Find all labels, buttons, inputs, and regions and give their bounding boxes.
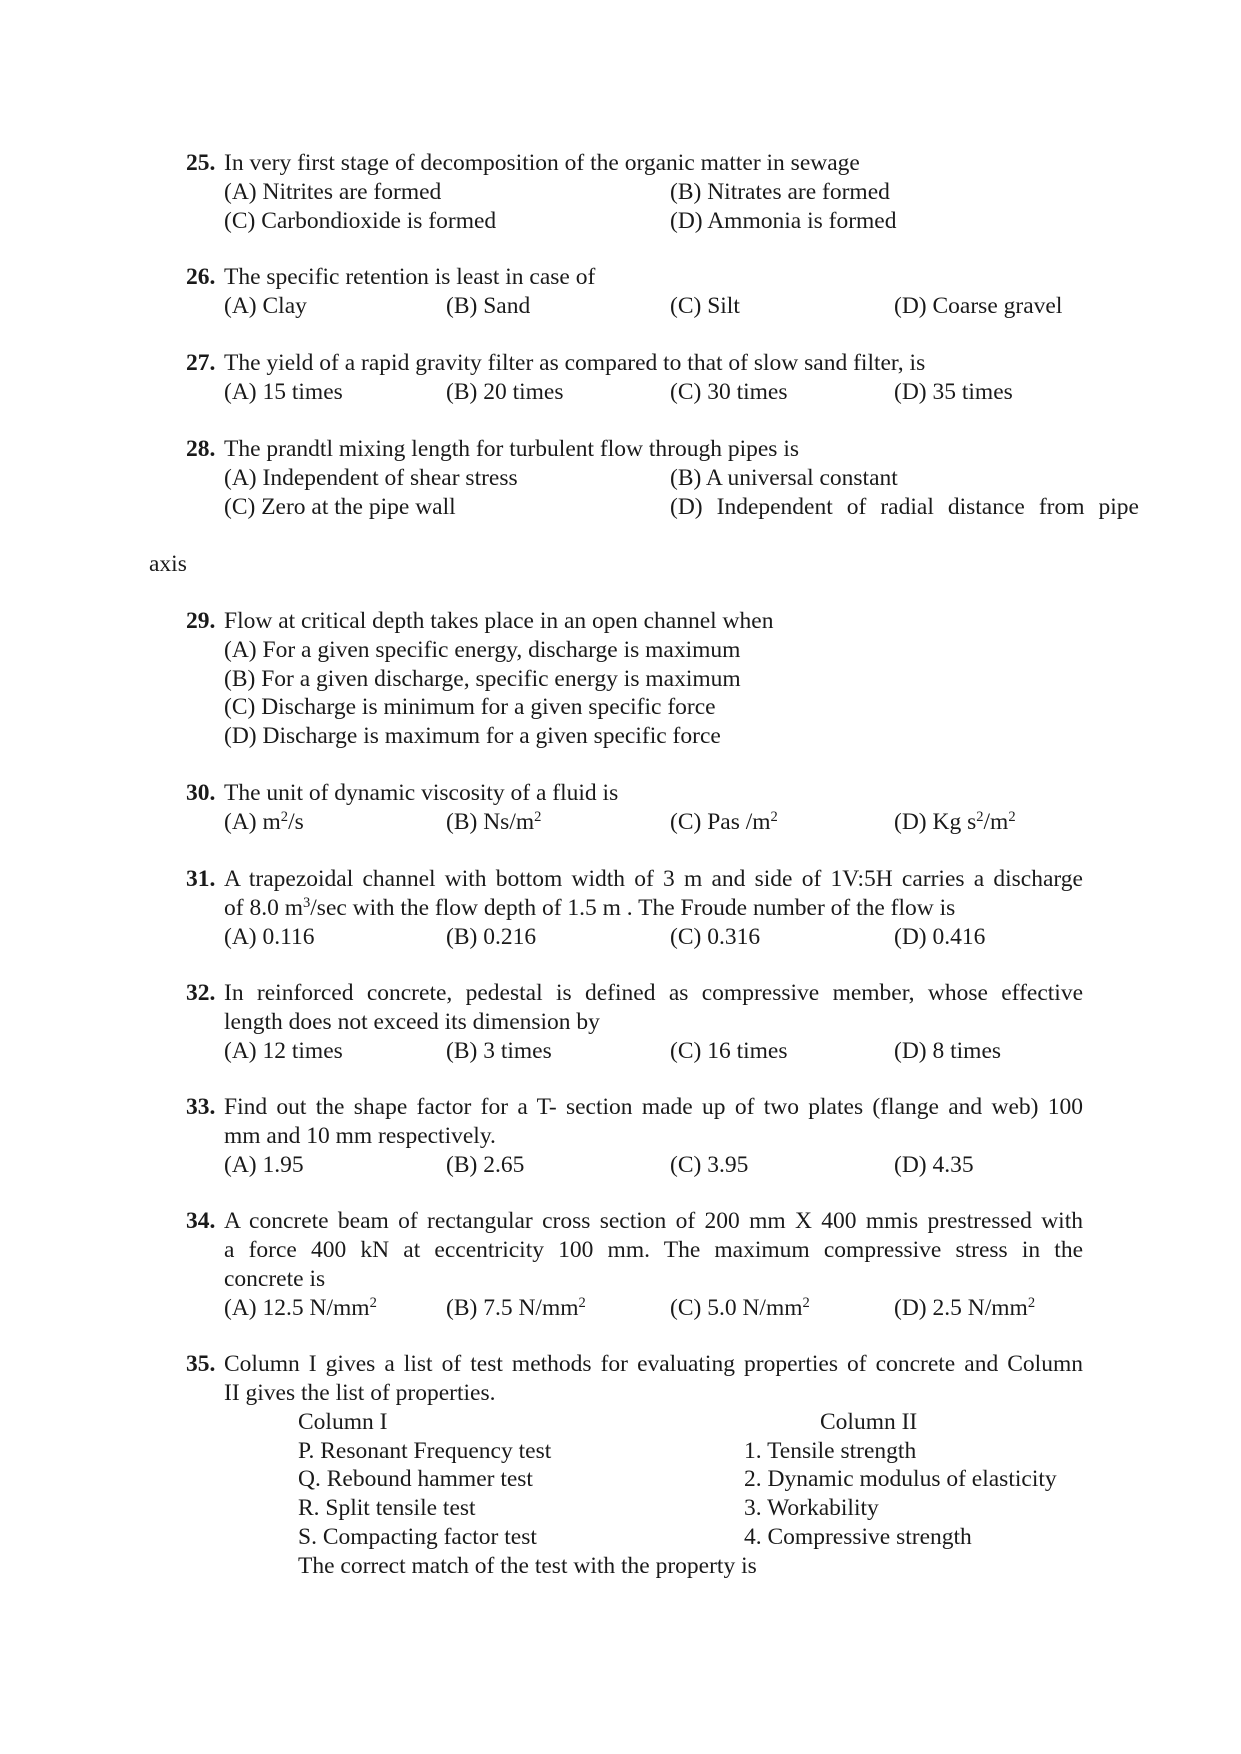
column-1-item: R. Split tensile test (298, 1495, 476, 1521)
question-32-number: 32. (186, 980, 216, 1006)
question-34-option-a: (A) 12.5 $N/mm^2$ (224, 1295, 377, 1321)
question-28-number: 28. (186, 436, 216, 462)
question-26-option-a: (A) Clay (224, 293, 307, 319)
question-30-option-a: (A) $m^2/s$ (224, 809, 304, 835)
question-28-option-d-continuation: axis (149, 551, 187, 577)
question-33-option-c: (C) 3.95 (670, 1152, 749, 1178)
question-26-option-b: (B) Sand (446, 293, 531, 319)
question-29-option-c: (C) Discharge is minimum for a given specific force (224, 694, 716, 720)
question-31-option-b: (B) 0.216 (446, 924, 537, 950)
question-29-number: 29. (186, 608, 216, 634)
question-28-option-a: (A) Independent of shear stress (224, 465, 518, 491)
question-34-option-b: (B) 7.5 $N/mm^2$ (446, 1295, 586, 1321)
question-31-text-line-2: of 8.0 $m^3/\sec$ with the flow depth of 1.5 m . The Froude number of the flow is (224, 895, 956, 921)
question-32-option-c: (C) 16 times (670, 1038, 788, 1064)
question-34-option-c: (C) 5.0 $N/mm^2$ (670, 1295, 810, 1321)
question-34-text-line-1: A concrete beam of rectangular cross section of 200 mm X 400 mmis prestressed with (224, 1208, 1083, 1234)
question-25-number: 25. (186, 150, 216, 176)
question-26-number: 26. (186, 264, 216, 290)
question-25-option-d: (D) Ammonia is formed (670, 208, 897, 234)
question-30-number: 30. (186, 780, 216, 806)
question-26-option-c: (C) Silt (670, 293, 740, 319)
column-2-item: 2. Dynamic modulus of elasticity (744, 1466, 1057, 1492)
question-26-text: The specific retention is least in case of (224, 264, 596, 290)
question-25-option-a: (A) Nitrites are formed (224, 179, 442, 205)
question-35-number: 35. (186, 1351, 216, 1377)
column-2-heading: Column II (820, 1409, 918, 1435)
question-33-option-d: (D) 4.35 (894, 1152, 974, 1178)
question-31-number: 31. (186, 866, 216, 892)
question-33-option-b: (B) 2.65 (446, 1152, 525, 1178)
question-35-text-line-2: II gives the list of properties. (224, 1380, 496, 1406)
question-28-option-d: (D) Independent of radial distance from pipe (670, 494, 1139, 520)
column-1-item: P. Resonant Frequency test (298, 1438, 552, 1464)
question-33-text-line-2: mm and 10 mm respectively. (224, 1123, 496, 1149)
question-32-text-line-1: In reinforced concrete, pedestal is defined as compressive member, whose effective (224, 980, 1083, 1006)
question-30-option-c: (C) Pas $/m^2$ (670, 809, 778, 835)
column-2-item: 1. Tensile strength (744, 1438, 917, 1464)
question-33-text-line-1: Find out the shape factor for a T- section made up of two plates (flange and web) 100 (224, 1094, 1083, 1120)
question-25-text: In very first stage of decomposition of the organic matter in sewage (224, 150, 860, 176)
question-25-option-b: (B) Nitrates are formed (670, 179, 890, 205)
question-25-option-c: (C) Carbondioxide is formed (224, 208, 497, 234)
question-34-text-line-3: concrete is (224, 1266, 326, 1292)
question-32-option-b: (B) 3 times (446, 1038, 552, 1064)
question-35-prompt: The correct match of the test with the property is (298, 1553, 757, 1579)
question-31-option-c: (C) 0.316 (670, 924, 761, 950)
question-28-option-b: (B) A universal constant (670, 465, 898, 491)
question-34-number: 34. (186, 1208, 216, 1234)
question-32-option-a: (A) 12 times (224, 1038, 343, 1064)
question-29-option-d: (D) Discharge is maximum for a given specific force (224, 723, 721, 749)
question-29-text: Flow at critical depth takes place in an open channel when (224, 608, 774, 634)
question-29-option-b: (B) For a given discharge, specific energy is maximum (224, 666, 741, 692)
question-34-text-line-2: a force 400 kN at eccentricity 100 mm. The maximum compressive stress in the (224, 1237, 1083, 1263)
question-30-text: The unit of dynamic viscosity of a fluid is (224, 780, 619, 806)
question-33-number: 33. (186, 1094, 216, 1120)
question-32-option-d: (D) 8 times (894, 1038, 1002, 1064)
question-35-text-line-1: Column I gives a list of test methods for evaluating properties of concrete and Column (224, 1351, 1083, 1377)
question-27-option-b: (B) 20 times (446, 379, 564, 405)
question-27-number: 27. (186, 350, 216, 376)
column-2-item: 3. Workability (744, 1495, 879, 1521)
column-1-heading: Column I (298, 1409, 388, 1435)
column-1-item: S. Compacting factor test (298, 1524, 537, 1550)
question-30-option-d: (D) Kg $s^2/m^2$ (894, 809, 1016, 835)
question-28-text: The prandtl mixing length for turbulent flow through pipes is (224, 436, 800, 462)
question-32-text-line-2: length does not exceed its dimension by (224, 1009, 600, 1035)
question-26-option-d: (D) Coarse gravel (894, 293, 1063, 319)
question-30-option-b: (B) $Ns/m^2$ (446, 809, 542, 835)
question-31-option-d: (D) 0.416 (894, 924, 986, 950)
column-1-item: Q. Rebound hammer test (298, 1466, 533, 1492)
question-27-option-c: (C) 30 times (670, 379, 788, 405)
question-27-option-a: (A) 15 times (224, 379, 343, 405)
question-28-option-c: (C) Zero at the pipe wall (224, 494, 456, 520)
question-33-option-a: (A) 1.95 (224, 1152, 304, 1178)
question-31-text-line-1: A trapezoidal channel with bottom width of 3 m and side of 1V:5H carries a discharge (224, 866, 1083, 892)
question-29-option-a: (A) For a given specific energy, discharge is maximum (224, 637, 741, 663)
question-27-option-d: (D) 35 times (894, 379, 1013, 405)
column-2-item: 4. Compressive strength (744, 1524, 972, 1550)
question-31-option-a: (A) 0.116 (224, 924, 315, 950)
question-27-text: The yield of a rapid gravity filter as compared to that of slow sand filter, is (224, 350, 926, 376)
question-34-option-d: (D) 2.5 $N/mm^2$ (894, 1295, 1036, 1321)
